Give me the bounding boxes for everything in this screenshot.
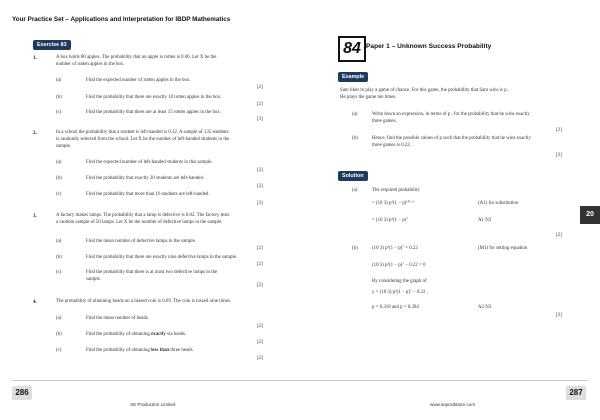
solution-a-eq1: = (10 3) p³(1 − p)¹⁰⁻³ bbox=[372, 201, 414, 206]
example-b-line2: three games is 0.22. bbox=[372, 143, 411, 148]
example-text-line2: He plays the game ten times. bbox=[340, 95, 397, 100]
solution-b-eq2: (10 3) p³(1 − p)⁷ − 0.22 = 0 bbox=[372, 263, 426, 268]
example-a-line2: three games. bbox=[372, 119, 397, 124]
q4c-marks: [2] bbox=[257, 356, 263, 361]
q1c-text: Find the probability that there are at least 15 rotten apples in the box. bbox=[86, 110, 221, 115]
q4c-text-pre: Find the probability of obtaining bbox=[86, 348, 152, 353]
example-a-line1: Write down an expression, in terms of p , for the probability that he wins exactly bbox=[372, 112, 530, 117]
q2-stem-line2: is randomly selected from the school. Let X be the number of left-handed students in the bbox=[56, 137, 230, 142]
example-text-line1: Sam likes to play a game of chance. For this game, the probability that Sam wins is p . bbox=[340, 88, 510, 93]
footer-website: www.seprodstore.com bbox=[430, 402, 476, 407]
example-a-marks: [2] bbox=[556, 128, 562, 133]
q4c-text-post: three heads. bbox=[169, 348, 194, 353]
q4c-text bbox=[86, 348, 194, 355]
solution-label: Solution bbox=[338, 171, 368, 181]
q2a-text: Find the expected number of left-handed students in this sample. bbox=[86, 160, 213, 165]
q3a-label: (a) bbox=[56, 239, 62, 244]
q3-stem-line2: a random sample of 50 lamps. Let X be the number of defective lamps in the sample. bbox=[56, 220, 223, 225]
q2-stem-line1: In a school the probability that a student is left-handed is 0.12. A sample of 135 students bbox=[56, 130, 229, 135]
q2c-text: Find the probability that more than 16 students are left-handed. bbox=[86, 192, 210, 197]
section-number-badge: 84 bbox=[338, 36, 366, 62]
q3b-marks: [2] bbox=[257, 262, 263, 267]
q4b-marks: [2] bbox=[257, 340, 263, 345]
example-b-label: (b) bbox=[352, 136, 358, 141]
q1c-label: (c) bbox=[56, 110, 62, 115]
q3a-text: Find the mean number of defective lamps in the sample. bbox=[86, 239, 197, 244]
q3c-label: (c) bbox=[56, 270, 62, 275]
q4b-text-pre: Find the probability of obtaining bbox=[86, 332, 152, 337]
q2c-label: (c) bbox=[56, 192, 62, 197]
footer-publisher: SE Production Limited bbox=[130, 402, 176, 407]
page-number-left: 286 bbox=[12, 386, 32, 400]
solution-a-line1: The required probability bbox=[372, 188, 420, 193]
q4-stem: The probability of obtaining heads on a biased coin is 0.69. The coin is tossed nine times. bbox=[56, 299, 231, 304]
solution-b-eq1: (10 3) p³(1 − p)⁷ = 0.22 bbox=[372, 246, 418, 251]
q3b-label: (b) bbox=[56, 255, 62, 260]
example-a-label: (a) bbox=[352, 112, 358, 117]
q3a-marks: [2] bbox=[257, 246, 263, 251]
q2b-text: Find the probability that exactly 20 students are left-handed. bbox=[86, 176, 205, 181]
q4c-label: (c) bbox=[56, 348, 62, 353]
q4b-text bbox=[86, 332, 186, 339]
solution-a-label: (a) bbox=[352, 188, 358, 193]
q3-stem-line1: A factory makes lamps. The probability that a lamp is defective is 0.02. The factory tests bbox=[56, 213, 230, 218]
chapter-side-tab: 20 bbox=[580, 206, 600, 224]
q4b-text-post: six heads. bbox=[165, 332, 187, 337]
solution-b-answer: p = 0.318 and p = 0.394 bbox=[372, 305, 419, 310]
q1b-label: (b) bbox=[56, 95, 62, 100]
footer-divider bbox=[12, 380, 588, 381]
q4b-text-bold: exactly bbox=[151, 332, 166, 337]
q1b-text: Find the probability that there are exactly 10 rotten apples in the box. bbox=[86, 95, 222, 100]
q2c-marks: [3] bbox=[257, 201, 263, 206]
q4-number: 4. bbox=[33, 300, 37, 305]
q2b-label: (b) bbox=[56, 176, 62, 181]
example-label: Example bbox=[338, 72, 368, 82]
q1b-marks: [2] bbox=[257, 102, 263, 107]
q1a-label: (a) bbox=[56, 78, 62, 83]
solution-b-label: (b) bbox=[352, 246, 358, 251]
q1-number: 1. bbox=[33, 56, 37, 61]
solution-a-note2: A1 N2 bbox=[478, 218, 492, 223]
q4b-label: (b) bbox=[56, 332, 62, 337]
page-number-right: 287 bbox=[566, 386, 586, 400]
q2-number: 2. bbox=[33, 131, 37, 136]
q3-number: 3. bbox=[33, 214, 37, 219]
q1-stem-line2: number of rotten apples in the box. bbox=[56, 62, 125, 67]
q3b-text: Find the probability that there are exactly nine defective lamps in the sample. bbox=[86, 255, 238, 260]
exercise-label: Exercise 83 bbox=[33, 40, 71, 50]
solution-b-marks: [3] bbox=[556, 313, 562, 318]
example-b-line1: Hence, find the possible values of p such that the probability that he wins exactly bbox=[372, 136, 531, 141]
q2a-label: (a) bbox=[56, 160, 62, 165]
q3c-marks: [2] bbox=[257, 283, 263, 288]
q3c-text-line2: sample. bbox=[86, 277, 102, 282]
solution-a-marks: [2] bbox=[556, 233, 562, 238]
solution-b-eq3: y = (10 3) p³(1 − p)⁷ − 0.22 , bbox=[372, 290, 428, 295]
section-title: Paper 1 – Unknown Success Probability bbox=[366, 43, 492, 50]
q4a-marks: [2] bbox=[257, 324, 263, 329]
solution-a-eq2: = (10 3) p³(1 − p)⁷ bbox=[372, 218, 408, 223]
page-header: Your Practice Set – Applications and Interpretation for IBDP Mathematics bbox=[12, 16, 231, 23]
q4a-text: Find the mean number of heads. bbox=[86, 316, 150, 321]
q4c-text-bold: less than bbox=[151, 348, 170, 353]
q4a-label: (a) bbox=[56, 316, 62, 321]
q2-stem-line3: sample. bbox=[56, 144, 72, 149]
q3c-text-line1: Find the probability that there is at most two defective lamps in the bbox=[86, 270, 218, 275]
q1a-text: Find the expected number of rotten apples in the box. bbox=[86, 78, 191, 83]
solution-b-line3: By considering the graph of bbox=[372, 279, 427, 284]
solution-b-note2: A2 N3 bbox=[478, 305, 492, 310]
solution-b-note1: (M1) for setting equation bbox=[478, 246, 528, 251]
example-b-marks: [3] bbox=[556, 153, 562, 158]
q2b-marks: [2] bbox=[257, 184, 263, 189]
q2a-marks: [2] bbox=[257, 168, 263, 173]
q1-stem-line1: A box holds 80 apples. The probability that an apple is rotten is 0.06. Let X be the bbox=[56, 55, 217, 60]
q1c-marks: [3] bbox=[257, 117, 263, 122]
q1a-marks: [2] bbox=[257, 85, 263, 90]
solution-a-note1: (A1) for substitution bbox=[478, 201, 519, 206]
